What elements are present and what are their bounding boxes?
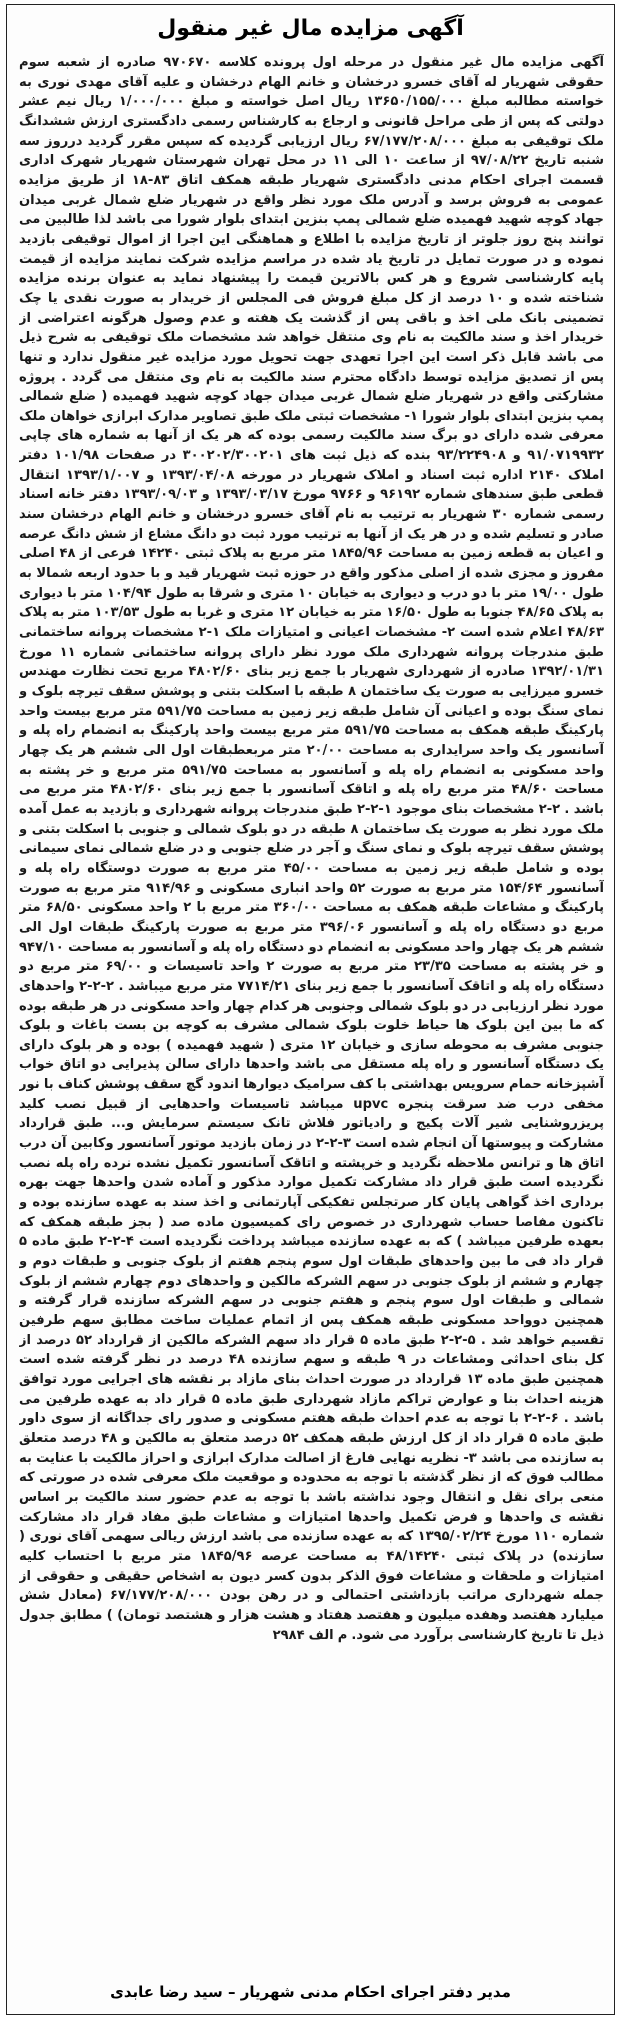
notice-signature: مدیر دفتر اجرای احکام مدنی شهریار – سید رضا عابدی [110, 1983, 511, 2001]
notice-title: آگهی مزایده مال غیر منقول [157, 16, 464, 41]
notice-body: آگهی مزایده مال غیر منقول در مرحله اول پرونده کلاسه ۹۷۰۶۷۰ صادره از شعبه سوم حقوقی شهریار له آقای خسرو درخشان و خانم الهام درخشان و علیه آقای مهدی نوری به خواسته مطالبه مبلغ ۱۳۶۵۰/۱۵۵/۰۰۰ ریال اصل خواسته و مبلغ ۱/۰۰۰/۰۰۰ ریال نیم عشر دولتی که پس از طی مراحل قانونی و ارجاع به کارشناس رسمی دادگستری ارزش ششدانگ ملک توقیفی به مبلغ ۶۷/۱۷۷/۲۰۸/۰۰۰ ریال ارزیابی گردیده که سپس مقرر گردید درروز سه شنبه تاریخ ۹۷/۰۸/۲۲ از ساعت ۱۰ الی ۱۱ در محل تهران شهرستان شهریار شهرک اداری قسمت اجرای احکام مدنی دادگستری شهریار طبقه همکف اتاق ۸۳-۱۸ از طریق مزایده عمومی به فروش برسد و آدرس ملک مورد نظر واقع در شهریار ضلع شمال غربی میدان جهاد کوچه شهید فهمیده ضلع شمالی پمپ بنزین ابتدای بلوار شورا می باشد لذا طالبین می توانند پنج روز جلوتر از تاریخ مزایده با اطلاع و هماهنگی این اجرا از اموال توقیفی بازدید نموده و در صورت تمایل در تاریخ یاد شده در مراسم مزایده شرکت نمایند مزایده از قیمت پایه کارشناسی شروع و هر کس بالاترین قیمت را پیشنهاد نماید به عنوان برنده مزایده شناخته شده و ۱۰ درصد از کل مبلغ فروش فی المجلس از خریدار به صورت نقدی یا چک تضمینی بانک ملی اخذ و باقی پس از گذشت یک هفته و عدم وصول هرگونه اعتراضی از خریدار اخذ و سند مالکیت به نام وی منتقل خواهد شد مشخصات ملک توقیفی به شرح ذیل می باشد قابل ذکر است این اجرا تعهدی جهت تحویل مورد مزایده غیر منقول ندارد و تنها پس از تصدیق مزایده توسط دادگاه محترم سند مالکیت به نام وی منتقل می گردد . پروژه مشارکتی واقع در شهریار ضلع شمال غربی میدان جهاد کوچه شهید فهمیده ( ضلع شمالی پمپ بنزین ابتدای بلوار شورا ۱- مشخصات ثبتی ملک طبق تصاویر مدارک ابرازی خواهان ملک معرفی شده دارای دو برگ سند مالکیت رسمی بوده که هر یک از آنها به شماره های چاپی ۹۱/۰۷۱۹۹۳۲ و ۹۳/۲۲۴۹۰۸ بنده که ذیل ثبت های ۳۰۰۲۰۲/۳۰۰۲۰۱ در صفحات ۱۰۱/۹۸ دفتر املاک ۲۱۴۰ اداره ثبت اسناد و املاک شهریار در مورخه ۱۳۹۳/۰۴/۰۸ و ۱۳۹۳/۱/۰۰۷ انتقال قطعی طبق سندهای شماره ۹۶۱۹۲ و ۹۷۶۶ مورخ ۱۳۹۳/۰۳/۱۷ و ۱۳۹۳/۰۹/۰۳ دفتر خانه اسناد رسمی شماره ۳۰ شهریار به ترتیب به نام آقای خسرو درخشان و خانم الهام درخشان سند صادر و تسلیم شده و در هر یک از آنها به ترتیب مورد ثبت دو دانگ مشاع از شش دانگ عرصه و اعیان به قطعه زمین به مساحت ۱۸۴۵/۹۶ متر مربع به پلاک ثبتی ۱۴۲۴۰ فرعی از ۴۸ اصلی مفروز و مجزی شده از اصلی مذکور واقع در حوزه ثبت شهریار قید و با حدود اربعه شمالا به طول ۱۹/۰۰ متر با دو درب و دیواری به خیابان ۱۰ متری و شرقا به طول ۱۰۴/۹۴ متر با دیواری به پلاک ۴۸/۶۵ جنوبا به طول ۱۶/۵۰ متر به خیابان ۱۲ متری و غربا به طول ۱۰۳/۵۳ متر به پلاک ۴۸/۶۳ اعلام شده است ۲- مشخصات اعیانی و امتیازات ملک ۱-۲ مشخصات پروانه ساختمانی طبق مندرجات پروانه شهرداری ملک مورد نظر دارای پروانه ساختمانی شماره ۱۱ مورخ ۱۳۹۲/۰۱/۳۱ صادره از شهرداری شهریار با جمع زیر بنای ۴۸۰۲/۶۰ مربع تحت نظارت مهندس خسرو میرزایی به صورت یک ساختمان ۸ طبقه با اسکلت بتنی و پوشش سقف تیرچه بلوک و نمای سنگ بوده و اعیانی آن شامل طبقه زیر زمین به مساحت ۵۹۱/۷۵ متر مربع بیست واحد پارکینگ طبقه همکف به مساحت ۵۹۱/۷۵ متر مربع بیست واحد پارکینگ به انضمام راه پله و آسانسور یک واحد سرایداری به مساحت ۲۰/۰۰ متر مربعطبقات اول الی ششم هر یک چهار واحد مسکونی به انضمام راه پله و آسانسور به مساحت ۵۹۱/۷۵ متر مربع و خر پشته به مساحت ۴۸/۶۰ متر مربع راه پله و اتاقک آسانسور با جمع زیر بنای ۴۸۰۲/۶۰ متر مربع می باشد . ۲-۲ مشخصات بنای موجود ۱-۲-۲ طبق مندرجات پروانه شهرداری و بازدید به عمل آمده ملک مورد نظر به صورت یک ساختمان ۸ طبقه در دو بلوک شمالی و جنوبی با اسکلت بتنی و پوشش سقف تیرچه بلوک و نمای سنگ و آجر در ضلع جنوبی و در ضلع شمالی نمای سیمانی بوده و شامل طبقه زیر زمین به مساحت ۴۵/۰۰ متر مربع به صورت دوستگاه راه پله و آسانسور ۱۵۴/۶۴ متر مربع به صورت ۵۲ واحد انباری مسکونی و ۹۱۴/۹۶ متر مربع به صورت پارکینگ و مشاعات طبقه همکف به مساحت ۳۶۰/۰۰ متر مربع با ۲ واحد مسکونی ۶۸/۵۰ متر مربع دو دستگاه راه پله و آسانسور ۳۹۶/۰۶ متر مربع به صورت پارکینگ طبقات اول الی ششم هر یک چهار واحد مسکونی به انضمام دو دستگاه راه پله و آسانسور به مساحت ۹۴۷/۱۰ و خر پشته به مساحت ۲۳/۳۵ متر مربع به صورت ۲ واحد تاسیسات و ۶۹/۰۰ متر مربع دو دستگاه راه پله و اتاقک آسانسور با جمع زیر بنای ۷۷۱۴/۲۱ متر مربع میباشد . ۲-۲-۲ واحدهای مورد نظر ارزیابی در دو بلوک شمالی وجنوبی هر کدام چهار واحد مسکونی در هر طبقه بوده که ما بین این بلوک ها حیاط خلوت بلوک شمالی مشرف به کوچه بن بست باغات و بلوک جنوبی مشرف به محوطه سازی و خیابان ۱۲ متری ( شهید فهمیده ) بوده و هر بلوک دارای یک دستگاه آسانسور و راه پله مستقل می باشد واحدها دارای سالن پذیرایی دو اتاق خواب آشپزخانه حمام سرویس بهداشتی با کف سرامیک دیوارها اندود گچ سقف پوشش کناف با نور مخفی درب ضد سرقت پنجره upvc میباشد تاسیسات واحدهایی از قبیل نصب کلید پریزروشنایی شیر آلات پکیج و رادیاتور فلاش تانک سیستم سرمایش و... طبق قرارداد مشارکت و پیوستها آن انجام شده است ۳-۲-۲ در زمان بازدید موتور آسانسور وکابین آن درب اتاق ها و ترانس ملاحظه نگردید و خرپشته و اتاقک آسانسور تکمیل نشده نرده راه پله نصب نگردیده است طبق قرار داد مشارکت تکمیل موارد مذکور و آماده شدن واحدها جهت بهره برداری اخذ گواهی پایان کار صرتجلس تفکیکی آپارتمانی و اخذ سند به عهده سازنده بوده و تاکنون مفاصا حساب شهرداری در خصوص رای کمیسیون ماده صد ( بجز طبقه همکف که بعهده طرفین میباشد ) که به عهده سازنده میباشد پرداخت نگردیده است ۴-۲-۲ طبق ماده ۵ قرار داد فی ما بین واحدهای طبقات اول سوم پنجم هفتم از بلوک جنوبی و طبقات دوم و چهارم و ششم از بلوک جنوبی در سهم الشرکه مالکین و واحدهای دوم چهارم ششم از بلوک شمالی و طبقات اول سوم پنجم و هفتم جنوبی در سهم الشرکه سازنده قرار گرفته و همچنین دوواحد مسکونی طبقه همکف پس از اتمام عملیات ساخت مطابق سهم طرفین تقسیم خواهد شد . ۵-۲-۲ طبق ماده ۵ قرار داد سهم الشرکه مالکین از قرارداد ۵۲ درصد از کل بنای احداثی ومشاعات در ۹ طبقه و سهم سازنده ۴۸ درصد در نظر گرفته شده است همچنین طبق ماده ۱۳ قرارداد در صورت احداث بنای مازاد بر نقشه های اجرایی مورد توافق هزینه احداث بنا و عوارض تراکم مازاد شهرداری طبق ماده ۵ قرار داد به عهده طرفین می باشد . ۶-۲-۲ با توجه به عدم احداث طبقه هفتم مسکونی و صدور رای جداگانه از سوی داور طبق ماده ۵ قرار داد از کل ارزش طبقه همکف ۵۲ درصد متعلق به مالکین و ۴۸ درصد متعلق به سازنده می باشد ۳- نظریه نهایی فارغ از اصالت مدارک ابرازی و احراز مالکیت با عنایت به مطالب فوق که از نظر گذشته با توجه به محدوده و موقعیت ملک معرفی شده در صورتی که منعی برای نقل و انتقال وجود نداشته باشد با توجه به عدم حضور سند مالکیت بر اساس نقشه ی واحدها و فرض تکمیل واحدها امتیازات و مشاعات طبق مفاد قرار داد مشارکت شماره ۱۱۰ مورخ ۱۳۹۵/۰۲/۲۴ که به عهده سازنده می باشد ارزش ریالی سهمی آقای نوری ( سازنده) در پلاک ثبتی ۴۸/۱۴۲۴۰ به مساحت عرصه ۱۸۴۵/۹۶ متر مربع با احتساب کلیه امتیازات و ملحقات و مشاعات فوق الذکر بدون کسر دیون به اشخاص حقیقی و حقوقی از جمله شهرداری مراتب بازداشتی احتمالی و در رهن بودن ۶۷/۱۷۷/۲۰۸/۰۰۰ (معادل شش میلیارد هفتصد وهفده میلیون و هفتصد هفتاد و هشت هزار و هشتصد تومان) ) مطابق جدول ذیل تا تاریخ کارشناسی برآورد می شود. م الف ۲۹۸۴ [19, 55, 604, 1643]
auction-notice [6, 4, 615, 2015]
